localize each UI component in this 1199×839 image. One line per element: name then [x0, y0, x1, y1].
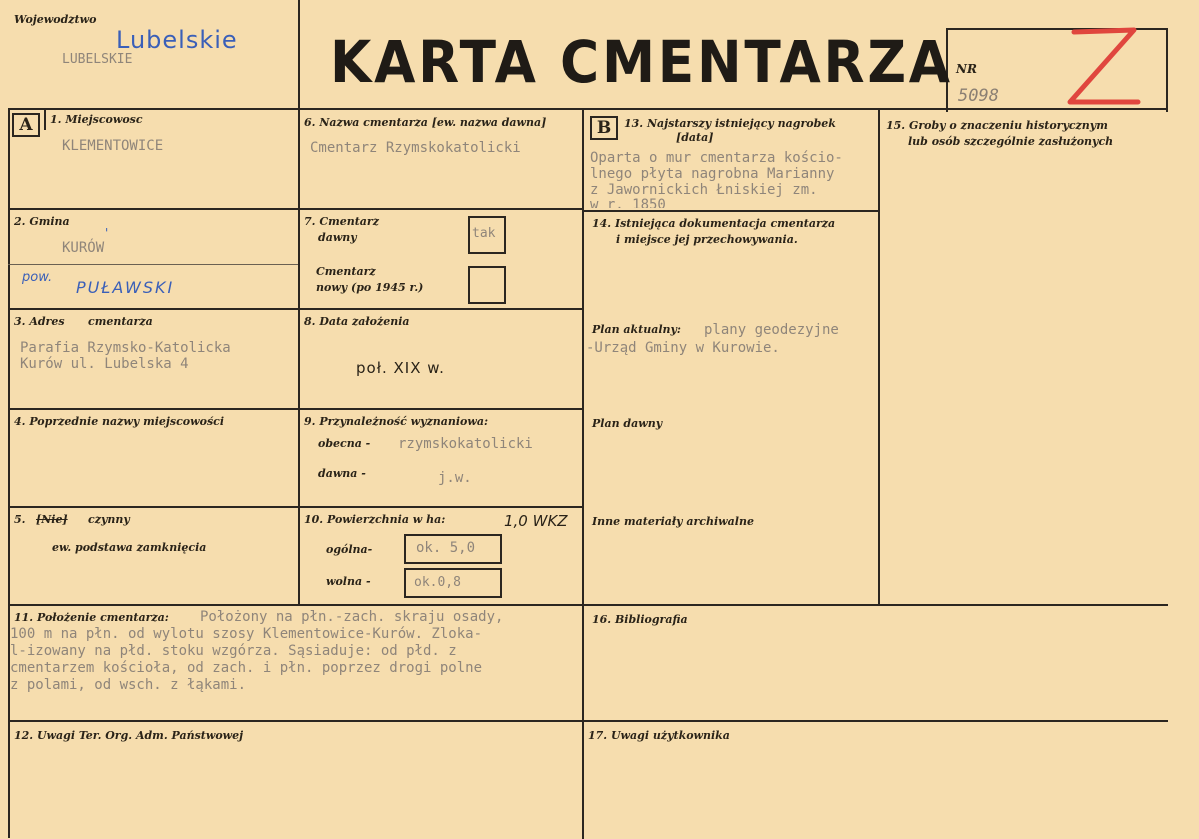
f13-line-1: Oparta o mur cmentarza kościo-: [590, 150, 843, 166]
f2-accent: ': [105, 226, 109, 240]
f11-label: 11. Położenie cmentarza:: [14, 611, 169, 624]
f13-line-3: z Jawornickich Łniskiej zm.: [590, 182, 818, 198]
f7b-label-2: nowy (po 1945 r.): [316, 281, 424, 294]
f10-handwritten: 1,0 WKZ: [504, 512, 568, 530]
rule-thin: [8, 264, 298, 265]
nr-value: 5098: [958, 86, 999, 106]
f15-label-2: lub osób szczególnie zasłużonych: [908, 135, 1114, 148]
rule: [878, 108, 880, 606]
f2-label: 2. Gmina: [14, 215, 70, 228]
f12-label: 12. Uwagi Ter. Org. Adm. Państwowej: [14, 729, 244, 742]
section-b-tag: B: [590, 116, 618, 140]
f6-value: Cmentarz Rzymskokatolicki: [310, 140, 521, 156]
f7-label-2: dawny: [318, 231, 357, 244]
f9-obecna-value: rzymskokatolicki: [398, 436, 533, 452]
rule: [8, 408, 584, 410]
f10-wolna-value: ok.0,8: [414, 575, 461, 590]
wojewodztwo-label: Wojewodztwo: [14, 13, 97, 26]
f10-wolna-label: wolna -: [326, 575, 371, 588]
pow-value: PUŁAWSKI: [76, 278, 175, 297]
rule: [582, 210, 880, 212]
f14-label-1: 14. Istniejąca dokumentacja cmentarza: [592, 217, 836, 230]
rule: [298, 0, 300, 110]
f7-value: tak: [472, 226, 496, 241]
page-title: KARTA CMENTARZA: [330, 28, 953, 96]
rule: [8, 720, 1168, 722]
rule: [298, 108, 300, 606]
rule: [8, 506, 584, 508]
f1-value: KLEMENTOWICE: [62, 138, 164, 154]
plan-aktualny-line-1: plany geodezyjne: [704, 322, 839, 338]
pow-label: pow.: [22, 270, 53, 285]
f2-value: KURÓW: [62, 240, 105, 256]
f8-value: poł. XIX w.: [356, 359, 445, 377]
rule: [8, 108, 1168, 110]
f7b-checkbox-nowy: [468, 266, 506, 304]
f3-line-1: Parafia Rzymsko-Katolicka: [20, 340, 231, 356]
f10-label: 10. Powierzchnia w ha:: [304, 513, 446, 526]
f3-label: 3. Adres: [14, 315, 65, 328]
f10-ogolna-label: ogólna-: [326, 543, 373, 556]
f7-label-1: 7. Cmentarz: [304, 215, 379, 228]
f8-label: 8. Data założenia: [304, 315, 410, 328]
red-z-mark: [1060, 22, 1144, 110]
plan-dawny-label: Plan dawny: [592, 417, 663, 430]
f13-line-4: w r. 1850: [590, 197, 666, 208]
plan-aktualny-label: Plan aktualny:: [592, 323, 681, 336]
section-a-tag: A: [12, 113, 40, 137]
f5-sub: ew. podstawa zamknięcia: [52, 541, 207, 554]
f14-label-2: i miejsce jej przechowywania.: [616, 233, 798, 246]
f15-label-1: 15. Groby o znaczeniu historycznym: [886, 119, 1108, 132]
f11-line-1: Położony na płn.-zach. skraju osady,: [200, 609, 504, 625]
f5-label-num: 5.: [14, 513, 26, 526]
f4-label: 4. Poprzednie nazwy miejscowości: [14, 415, 225, 428]
f7b-label-1: Cmentarz: [316, 265, 376, 278]
f9-label: 9. Przynależność wyznaniowa:: [304, 415, 489, 428]
rule: [8, 604, 1168, 606]
inne-materialy-label: Inne materiały archiwalne: [592, 515, 754, 528]
wojewodztwo-handwritten: Lubelskie: [116, 26, 238, 54]
rule: [8, 108, 10, 838]
f17-label: 17. Uwagi użytkownika: [588, 729, 730, 742]
f10-ogolna-value: ok. 5,0: [416, 540, 476, 556]
f11-line-2: 100 m na płn. od wylotu szosy Klementowice-Kurów. Zloka-: [10, 626, 483, 642]
rule: [8, 308, 584, 310]
f13-label-2: [data]: [676, 131, 714, 144]
f13-line-2: lnego płyta nagrobna Marianny: [590, 166, 835, 182]
f11-line-4: cmentarzem kościoła, od zach. i płn. poprzez drogi polne: [10, 660, 483, 676]
rule: [8, 208, 584, 210]
f5-label-rest: czynny: [88, 513, 130, 526]
f6-label: 6. Nazwa cmentarza [ew. nazwa dawna]: [304, 116, 547, 129]
f3-line-2: Kurów ul. Lubelska 4: [20, 356, 189, 372]
rule: [44, 110, 46, 130]
f11-line-3: l-izowany na płd. stoku wzgórza. Sąsiaduje: od płd. z: [10, 643, 457, 659]
plan-aktualny-line-2: -Urząd Gminy w Kurowie.: [586, 340, 780, 356]
f9-obecna-label: obecna -: [318, 437, 371, 450]
f1-label: 1. Miejscowosc: [50, 113, 143, 126]
nr-label: NR: [956, 62, 977, 76]
f3-label-2: cmentarza: [88, 315, 153, 328]
f16-label: 16. Bibliografia: [592, 613, 688, 626]
rule: [1166, 28, 1168, 112]
rule: [582, 108, 584, 839]
f9-dawna-value: j.w.: [438, 470, 472, 486]
f9-dawna-label: dawna -: [318, 467, 366, 480]
wojewodztwo-typed: LUBELSKIE: [62, 52, 133, 67]
f13-label-1: 13. Najstarszy istniejący nagrobek: [624, 117, 836, 130]
f5-label-strike: [Nie]: [36, 513, 68, 526]
f11-line-5: z polami, od wsch. z łąkami.: [10, 677, 247, 693]
